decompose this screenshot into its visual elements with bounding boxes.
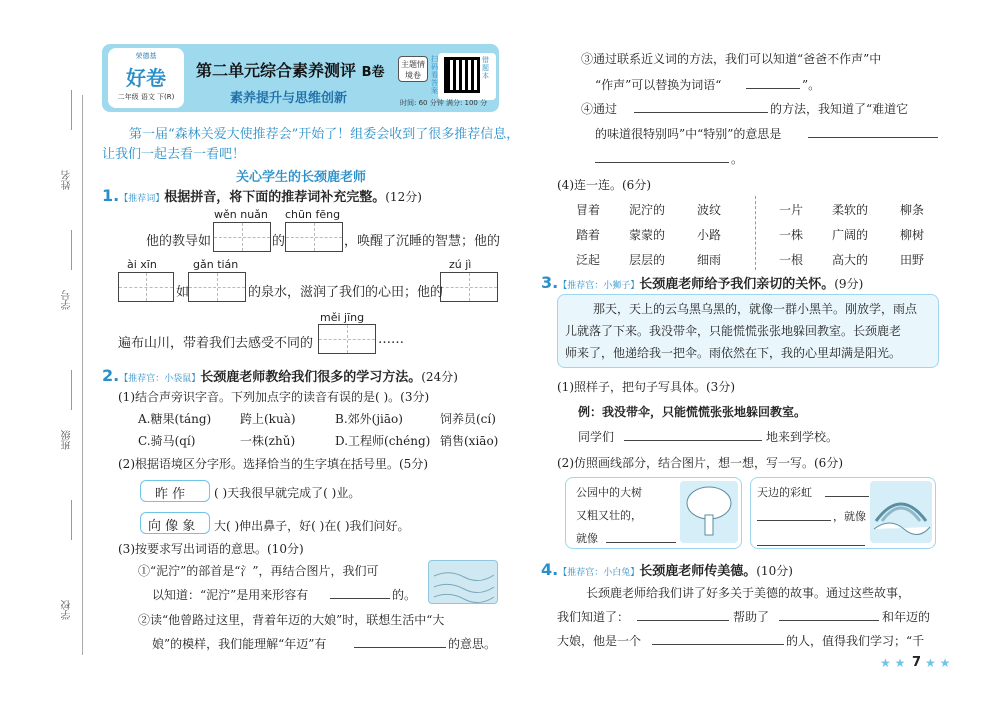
q2-part3: (3)按要求写出词语的意思。(10分) — [118, 542, 304, 556]
q4-line2a: 我们知道了： — [557, 610, 630, 624]
connect-col3[interactable] — [697, 198, 721, 273]
answer-blank[interactable] — [757, 520, 831, 521]
right-r2a: ④通过 — [581, 102, 618, 116]
q2-s4b: 娘”的模样，我们能理解“年迈”有 — [152, 637, 327, 651]
answer-blank[interactable] — [606, 542, 676, 543]
q4-line2b: 帮助了 — [733, 610, 770, 624]
q2-part2: (2)根据语境区分字形。选择恰当的生字填在括号里。(5分) — [118, 457, 428, 471]
passage-line2: 儿就落了下来。我没带伞，只能慌慌张张地躲回教室。长颈鹿老 — [565, 324, 902, 338]
mud-image — [428, 560, 498, 604]
intro-line1: 第一届“森林关爱大使推荐会”开始了！组委会收到了很多推荐信息， — [129, 127, 520, 142]
q4-title: 长颈鹿老师传美德。 — [639, 564, 757, 579]
answer-blank[interactable] — [757, 545, 865, 546]
box1-line2: 又粗又壮的， — [576, 509, 642, 522]
char-options-1: 昨 作 — [155, 487, 186, 502]
write-grid[interactable] — [118, 272, 174, 302]
q2-s4a: ②读“他曾路过这里，背着年迈的大娘”时，联想生活中“大 — [138, 613, 445, 627]
q4-line3b: 的人，值得我们学习；“千 — [786, 634, 925, 648]
time-info: 时间: 60 分钟 满分: 100 分 — [400, 99, 488, 107]
right-r1a: ③通过联系近义词的方法，我们可以知道“爸爸不作声”中 — [581, 52, 882, 66]
connect-item[interactable]: 小路 — [697, 228, 722, 242]
answer-blank[interactable] — [637, 620, 729, 621]
right-r1c: ”。 — [802, 78, 821, 92]
connect-col1[interactable] — [576, 198, 600, 273]
q2-s3b: 以知道：“泥泞”是用来形容有 — [152, 588, 309, 602]
q2-s3c: 的。 — [392, 588, 417, 602]
book-label: 错题本 — [482, 56, 489, 80]
q3-heading — [541, 273, 863, 292]
connect-divider — [755, 196, 756, 270]
q3-part2: (2)仿照画线部分，结合图片，想一想，写一写。(6分) — [557, 456, 843, 470]
qr-code[interactable] — [444, 57, 480, 93]
connect-item[interactable]: 田野 — [900, 253, 925, 267]
q1-text1b: 的 — [272, 234, 286, 249]
connect-item[interactable]: 一株 — [779, 228, 804, 242]
pinyin-1: wěn nuǎn — [214, 208, 268, 221]
connect-col6[interactable] — [900, 198, 924, 273]
sentence-2: 大( )伸出鼻子，好( )在( )我们问好。 — [214, 519, 410, 533]
connect-item[interactable]: 广阔的 — [832, 228, 869, 242]
connect-item[interactable]: 冒着 — [576, 203, 601, 217]
connect-item[interactable]: 波纹 — [697, 203, 722, 217]
q3-tag: 【推荐官：小狮子】 — [558, 281, 640, 291]
brand-name: 好卷 — [126, 66, 166, 90]
connect-item[interactable]: 柳条 — [900, 203, 925, 217]
write-grid[interactable] — [213, 222, 271, 252]
connect-item[interactable]: 高大的 — [832, 253, 869, 267]
q3-fill-a: 同学们 — [578, 430, 615, 444]
q4-line2c: 和年迈的 — [882, 610, 931, 624]
q2-s3a: ①“泥泞”的部首是“氵”，再结合图片，我们可 — [138, 564, 379, 578]
answer-blank[interactable] — [354, 647, 446, 648]
connect-item[interactable]: 蒙蒙的 — [629, 228, 666, 242]
box2-line2: ，就像 — [833, 510, 866, 523]
intro-line2: 让我们一起去看一看吧！ — [102, 147, 246, 162]
q3-title: 长颈鹿老师给予我们亲切的关怀。 — [639, 277, 835, 292]
box1-line3: 就像 — [576, 532, 598, 545]
sentence-1: ( )天我很早就完成了( )业。 — [214, 486, 361, 500]
page-stars-left: ★ ★ — [880, 656, 906, 670]
connect-item[interactable]: 一片 — [779, 203, 804, 217]
answer-blank[interactable] — [652, 644, 784, 645]
q1-text2b: 的泉水，滋润了我们的心田；他的 — [248, 285, 444, 300]
q1-text3b: …… — [378, 332, 404, 347]
brand-top: 荣德基 — [135, 52, 157, 60]
q1-score: (12分) — [385, 190, 422, 204]
q1-text3a: 遍布山川，带着我们去感受不同的 — [118, 336, 314, 351]
pinyin-3: ài xīn — [127, 258, 157, 271]
q3-score: (9分) — [834, 277, 864, 291]
answer-blank[interactable] — [595, 162, 729, 163]
opt-d1[interactable]: D.工程师(chéng) — [335, 434, 431, 448]
pinyin-4: gǎn tián — [193, 258, 239, 271]
scan-label: 扫码看答案 — [431, 55, 438, 95]
connect-item[interactable]: 泛起 — [576, 253, 601, 267]
page-subtitle: 素养提升与思维创新 — [230, 91, 348, 106]
opt-a1[interactable]: A.糖果(táng) — [138, 412, 212, 426]
q1-text1a: 他的教导如 — [146, 234, 212, 249]
answer-blank[interactable] — [624, 440, 762, 441]
box1-line1: 公园中的大树 — [576, 486, 642, 499]
q2-score: (24分) — [421, 370, 458, 384]
q4-tag: 【推荐官：小白兔】 — [558, 568, 640, 578]
q4-line3a: 大娘，他是一个 — [557, 634, 642, 648]
label-name: 姓名 — [62, 170, 73, 190]
answer-blank[interactable] — [825, 496, 869, 497]
q1-title: 根据拼音，将下面的推荐词补充完整。 — [164, 190, 386, 205]
passage-line3: 师来了，他递给我一把伞。雨依然在下，我的心里却满是阳光。 — [565, 346, 902, 360]
q4-line1: 长颈鹿老师给我们讲了好多关于美德的故事。通过这些故事， — [586, 586, 911, 600]
theme-badge: 主题情境卷 — [398, 56, 428, 82]
connect-col4[interactable] — [779, 198, 803, 273]
q2-heading — [102, 366, 458, 385]
answer-blank[interactable] — [779, 620, 879, 621]
q2-tag: 【推荐官：小袋鼠】 — [119, 374, 201, 384]
write-grid[interactable] — [440, 272, 498, 302]
pinyin-6: měi jīng — [320, 311, 365, 324]
right-r2b: 的方法，我知道了“难道它 — [770, 102, 909, 116]
opt-a2: 跨上(kuà) — [240, 412, 296, 426]
connect-col2[interactable] — [629, 198, 665, 273]
grade-label: 二年级 语文 下(R) — [117, 93, 175, 101]
q3-example: 例：我没带伞，只能慌慌张张地躲回教室。 — [578, 405, 807, 419]
right-r2c: 的味道很特别吗”中“特别”的意思是 — [595, 127, 782, 141]
blank-line — [71, 370, 72, 410]
right-r1b: “作声”可以替换为词语“ — [595, 78, 722, 92]
connect-title: (4)连一连。(6分) — [557, 178, 651, 192]
write-grid[interactable] — [188, 272, 246, 302]
q2-s4c: 的意思。 — [448, 637, 497, 651]
opt-c2: 一株(zhǔ) — [240, 434, 296, 448]
box2-line1: 天边的彩虹 — [757, 486, 812, 499]
connect-item[interactable]: 层层的 — [629, 253, 666, 267]
volume-text: B卷 — [361, 65, 385, 80]
q1-tag: 【推荐词】 — [119, 194, 165, 204]
page-title — [196, 58, 385, 81]
answer-blank[interactable] — [330, 598, 390, 599]
page-stars-right: ★ ★ — [925, 656, 951, 670]
label-id: 学号 — [62, 290, 73, 310]
passage-line1: 那天，天上的云乌黑乌黑的，就像一群小黑羊。刚放学，雨点 — [593, 302, 918, 316]
q2-num: 2. — [102, 366, 120, 385]
char-options-2: 向 像 象 — [148, 519, 196, 534]
page-number: 7 — [912, 655, 922, 670]
q3-part1: (1)照样子，把句子写具体。(3分) — [557, 380, 735, 394]
blank-line — [71, 500, 72, 540]
connect-item[interactable]: 细雨 — [697, 253, 722, 267]
brand-logo — [108, 48, 184, 108]
label-school: 学校 — [62, 600, 73, 620]
rainbow-image — [870, 481, 932, 543]
q1-text2a: 如 — [176, 285, 190, 300]
connect-item[interactable]: 泥泞的 — [629, 203, 666, 217]
q1-text1c: ，唤醒了沉睡的智慧；他的 — [344, 234, 501, 249]
connect-item[interactable]: 柔软的 — [832, 203, 869, 217]
answer-blank[interactable] — [808, 137, 938, 138]
q4-num: 4. — [541, 560, 559, 579]
q1-num: 1. — [102, 186, 120, 205]
binding-line — [82, 95, 83, 655]
q4-heading — [541, 560, 793, 579]
connect-item[interactable]: 一根 — [779, 253, 804, 267]
opt-b1[interactable]: B.郊外(jiāo) — [335, 412, 403, 426]
tree-image — [680, 481, 738, 543]
q2-title: 长颈鹿老师教给我们很多的学习方法。 — [200, 370, 422, 385]
write-grid[interactable] — [285, 222, 343, 252]
q3-num: 3. — [541, 273, 559, 292]
q1-heading — [102, 186, 422, 205]
answer-blank[interactable] — [746, 88, 800, 89]
blank-line — [71, 90, 72, 130]
label-class: 班级 — [62, 430, 73, 450]
q4-score: (10分) — [756, 564, 793, 578]
opt-d2: 销售(xiāo) — [440, 434, 499, 448]
connect-item[interactable]: 踏着 — [576, 228, 601, 242]
right-r2d: 。 — [731, 152, 744, 166]
blank-line — [71, 230, 72, 270]
pinyin-5: zú jì — [449, 258, 472, 271]
title-text: 第二单元综合素养测评 — [196, 61, 357, 80]
opt-c1[interactable]: C.骑马(qí) — [138, 434, 196, 448]
q2-part1: (1)结合声旁识字音。下列加点字的读音有误的是( )。(3分) — [118, 390, 430, 404]
section-title: 关心学生的长颈鹿老师 — [236, 170, 367, 185]
write-grid[interactable] — [318, 324, 376, 354]
pinyin-2: chūn fēng — [285, 208, 341, 221]
opt-b2: 饲养员(cí) — [440, 412, 496, 426]
q3-fill-b: 地来到学校。 — [766, 430, 839, 444]
answer-blank[interactable] — [634, 112, 768, 113]
connect-item[interactable]: 柳树 — [900, 228, 925, 242]
connect-col5[interactable] — [832, 198, 868, 273]
